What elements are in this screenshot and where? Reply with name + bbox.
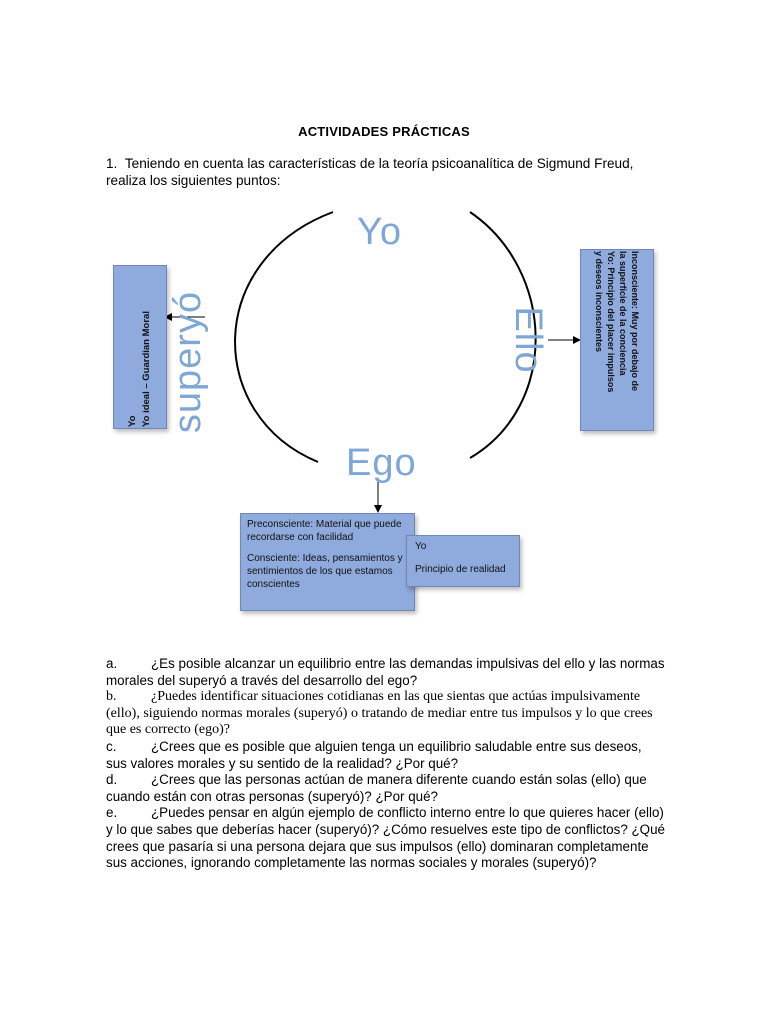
- question-d: d. ¿Crees que las personas actúan de manera diferente cuando están solas (ello) que cuando están con otras personas (superyó)? ¿Por qué?: [106, 772, 647, 804]
- questions-list: [106, 656, 666, 872]
- question-e: e. ¿Puedes pensar en algún ejemplo de conflicto interno entre lo que quieres hacer (ello) y lo que sabes que deberías hacer (superyó)? ¿Cómo resuelves este tipo de conflictos? ¿Qué crees que pasaría si una persona dejara que sus impulsos (ello) dominaran completamente sus acciones, ignorando completamente las normas sociales y morales (superyó)?: [106, 805, 665, 871]
- question-c: c. ¿Crees que es posible que alguien tenga un equilibrio saludable entre sus deseos, sus valores morales y su sentido de la realidad? ¿Por qué?: [106, 738, 642, 771]
- ello-label: Ello: [507, 306, 549, 374]
- intro-text: Teniendo en cuenta las características de la teoría psicoanalítica de Sigmund Freud, realiza los siguientes puntos:: [106, 156, 634, 188]
- intro-number: 1.: [106, 156, 118, 171]
- ello-box-line2: la superficie de la conciencia: [618, 251, 628, 376]
- superyo-box-line1: Yo: [127, 415, 138, 427]
- yo-box-line2: Principio de realidad: [415, 564, 506, 575]
- intro-paragraph: [106, 155, 666, 189]
- ego-label: Ego: [346, 442, 417, 484]
- superyo-box-line2: Yo ideal – Guardian Moral: [141, 311, 152, 427]
- yo-box-line1: Yo: [415, 541, 427, 552]
- question-a: a. ¿Es posible alcanzar un equilibrio entre las demandas impulsivas del ello y las normas morales del superyó a través del desarrollo del ego?: [106, 656, 665, 688]
- page-title: ACTIVIDADES PRÁCTICAS: [298, 124, 470, 139]
- ello-box-line1: Inconsciente: Muy por debajo de: [630, 251, 640, 392]
- ello-box-line3: Yo: Principio del placer impulsos: [606, 251, 616, 393]
- yo-label: Yo: [357, 211, 402, 253]
- yo-box: [406, 535, 520, 587]
- left-arc: [235, 212, 333, 462]
- ello-box: [580, 249, 654, 431]
- ello-box-line4: y deseos inconscientes: [594, 251, 604, 353]
- preconsciente-text: Preconsciente: Material que puede recordarse con facilidad: [247, 519, 402, 543]
- question-b: b. ¿Puedes identificar situaciones cotidianas en las que sientas que actúas impulsivamente (ello), siguiendo normas morales (superyó) o tratando de mediar entre tus impulsos y lo que crees que es correcto (ego)?: [106, 689, 653, 738]
- consciente-text: Consciente: Ideas, pensamientos y sentimientos de los que estamos conscientes: [247, 553, 403, 590]
- freud-diagram: [0, 200, 768, 620]
- ego-box: [240, 513, 415, 611]
- superyo-box: [113, 265, 167, 429]
- superyo-label: superyó: [167, 290, 209, 434]
